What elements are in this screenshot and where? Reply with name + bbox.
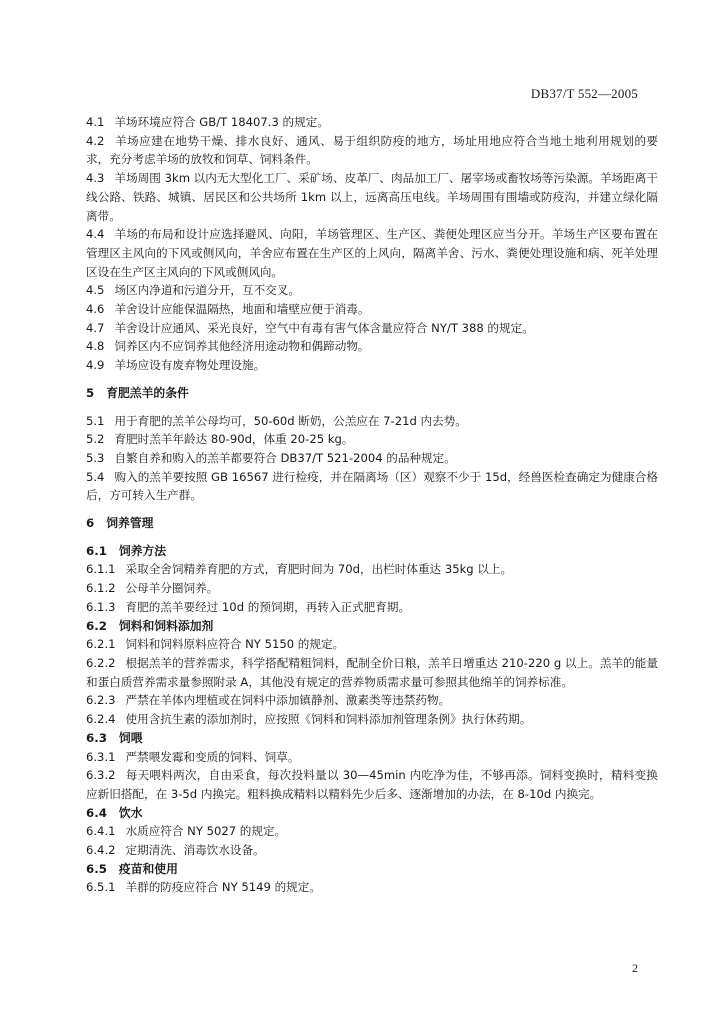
clause-text: 自繁自养和购入的羔羊都要符合 DB37/T 521-2004 的品种规定。: [114, 450, 456, 465]
clause-number: 4.7: [86, 320, 105, 335]
clause-text: 采取全舍饲精养育肥的方式，育肥时间为 70d，出栏时体重达 35kg 以上。: [125, 562, 513, 577]
clause-paragraph: [86, 766, 658, 803]
clause-text: 羊场应设有废弃物处理设施。: [114, 358, 266, 373]
clause-paragraph: [86, 449, 658, 468]
clause-text: 每天喂料两次，自由采食，每次投料量以 30—45min 内吃净为佳，不够再添。饲料变换时，精料变换应新旧搭配，在 3-5d 内换完。粗料换成精料以精料先少后多、逐渐增加的办法，在 8-10d 内换完。: [86, 768, 658, 801]
clause-paragraph: [86, 822, 658, 841]
clause-text: 羊舍设计应通风、采光良好，空气中有毒有害气体含量应符合 NY/T 388 的规定。: [114, 320, 534, 335]
clause-text: 严禁喂发霉和变质的饲料、饲草。: [125, 749, 300, 764]
clause-text: 饮水: [118, 805, 143, 820]
clause-text: 水质应符合 NY 5027 的规定。: [125, 824, 287, 839]
clause-number: 4.6: [86, 302, 105, 317]
clause-paragraph: [86, 319, 658, 338]
clause-number: 5.2: [86, 432, 105, 447]
clause-number: 6.3.2: [86, 768, 116, 783]
clause-text: 使用含抗生素的添加剂时，应按照《饲料和饲料添加剂管理条例》执行休药期。: [125, 712, 532, 727]
clause-paragraph: [86, 579, 658, 598]
clause-text: 羊场周围 3km 以内无大型化工厂、采矿场、皮革厂、肉品加工厂、屠宰场或畜牧场等污染源。羊场距离干线公路、铁路、城镇、居民区和公共场所 1km 以上，远离高压电线。羊场周围有围墙或防疫沟，并建立绿化隔离带。: [86, 171, 658, 223]
clause-text: 育肥的羔羊要经过 10d 的预饲期，再转入正式肥育期。: [125, 599, 411, 614]
clause-number: 5.3: [86, 450, 105, 465]
clause-number: 5.1: [86, 413, 105, 428]
clause-paragraph: [86, 468, 658, 505]
clause-number: 6.3.1: [86, 749, 116, 764]
clause-number: 6.1.3: [86, 599, 116, 614]
clause-number: 4.8: [86, 339, 105, 354]
clause-paragraph: [86, 225, 658, 281]
clause-paragraph: [86, 691, 658, 710]
clause-text: 定期清洗、消毒饮水设备。: [125, 843, 265, 858]
clause-text: 饲喂: [118, 730, 143, 745]
clause-paragraph: [86, 635, 658, 654]
clause-text: 育肥时羔羊年龄达 80-90d，体重 20-25 kg。: [114, 432, 354, 447]
clause-paragraph: [86, 560, 658, 579]
section-heading: [86, 514, 658, 533]
clause-paragraph: [86, 132, 658, 169]
subsection-heading: [86, 804, 658, 823]
clause-number: 6.2: [86, 618, 107, 633]
clause-number: 6.5: [86, 861, 107, 876]
clause-paragraph: [86, 412, 658, 431]
clause-number: 6.4.1: [86, 824, 116, 839]
clause-number: 6.2.3: [86, 693, 116, 708]
subsection-heading: [86, 729, 658, 748]
clause-number: 6.3: [86, 730, 107, 745]
clause-paragraph: [86, 748, 658, 767]
clause-number: 5.4: [86, 469, 105, 484]
clause-paragraph: [86, 300, 658, 319]
clause-number: 6.1: [86, 543, 107, 558]
clause-number: 6.2.2: [86, 655, 116, 670]
document-code: DB37/T 552—2005: [530, 86, 638, 101]
subsection-heading: [86, 542, 658, 561]
clause-number: 6.4: [86, 805, 107, 820]
clause-paragraph: [86, 878, 658, 897]
clause-number: 4.9: [86, 358, 105, 373]
clause-text: 疫苗和使用: [118, 861, 178, 876]
clause-text: 场区内净道和污道分开，互不交叉。: [114, 283, 300, 298]
clause-text: 羊场环境应符合 GB/T 18407.3 的规定。: [114, 115, 329, 129]
clause-number: 6.2.4: [86, 712, 116, 727]
clause-number: 4.3: [86, 171, 105, 186]
clause-number: 6.1.2: [86, 581, 116, 596]
clause-text: 饲养方法: [118, 543, 167, 558]
clause-number: 4.2: [86, 133, 105, 148]
clause-paragraph: [86, 356, 658, 375]
clause-paragraph: [86, 169, 658, 225]
document-body: [86, 113, 658, 897]
clause-paragraph: [86, 337, 658, 356]
clause-text: 严禁在羊体内埋植或在饲料中添加镇静剂、激素类等违禁药物。: [125, 693, 451, 708]
clause-paragraph: [86, 113, 658, 132]
clause-text: 饲养区内不应饲养其他经济用途动物和偶蹄动物。: [114, 339, 370, 354]
clause-text: 饲养管理: [106, 516, 154, 531]
clause-number: 4.1: [86, 115, 105, 129]
clause-text: 羊场应建在地势干燥、排水良好、通风、易于组织防疫的地方，场址用地应符合当地土地利用规划的要求，充分考虑羊场的放牧和饲草、饲料条件。: [86, 133, 658, 167]
clause-text: 购入的羔羊要按照 GB 16567 进行检疫，并在隔离场（区）观察不少于 15d，经兽医检查确定为健康合格后，方可转入生产群。: [86, 469, 658, 503]
clause-text: 用于育肥的羔羊公母均可，50-60d 断奶，公羔应在 7-21d 内去势。: [114, 413, 467, 428]
clause-number: 4.5: [86, 283, 105, 298]
clause-number: 5: [86, 385, 95, 400]
subsection-heading: [86, 860, 658, 879]
subsection-heading: [86, 617, 658, 636]
clause-number: 4.4: [86, 227, 105, 242]
clause-text: 羊群的防疫应符合 NY 5149 的规定。: [125, 880, 321, 895]
clause-text: 公母羊分圈饲养。: [125, 581, 219, 596]
clause-number: 6.4.2: [86, 843, 116, 858]
clause-text: 饲料和饲料原料应符合 NY 5150 的规定。: [125, 637, 345, 652]
section-heading: [86, 384, 658, 403]
clause-paragraph: [86, 654, 658, 691]
page-number: 2: [632, 961, 638, 975]
clause-paragraph: [86, 598, 658, 617]
clause-number: 6: [86, 516, 95, 531]
clause-text: 羊舍设计应能保温隔热，地面和墙壁应便于消毒。: [114, 302, 370, 317]
clause-paragraph: [86, 430, 658, 449]
clause-paragraph: [86, 710, 658, 729]
clause-text: 育肥羔羊的条件: [106, 385, 189, 400]
clause-number: 6.1.1: [86, 562, 116, 577]
clause-paragraph: [86, 841, 658, 860]
clause-number: 6.2.1: [86, 637, 116, 652]
clause-number: 6.5.1: [86, 880, 116, 895]
clause-text: 饲料和饲料添加剂: [118, 618, 214, 633]
clause-text: 羊场的布局和设计应选择避风、向阳，羊场管理区、生产区、粪便处理区应当分开。羊场生产区要布置在管理区主风向的下风或侧风向，羊舍应布置在生产区的上风向，隔离羊舍、污水、粪便处理设施和病、死羊处理区设在生产区主风向的下风或侧风向。: [86, 227, 658, 279]
clause-paragraph: [86, 281, 658, 300]
clause-text: 根据羔羊的营养需求，科学搭配精粗饲料，配制全价日粮，羔羊日增重达 210-220 g 以上。羔羊的能量和蛋白质营养需求量参照附录 A，其他没有规定的营养物质需求量可参照其他绵羊的饲养标准。: [86, 655, 658, 689]
